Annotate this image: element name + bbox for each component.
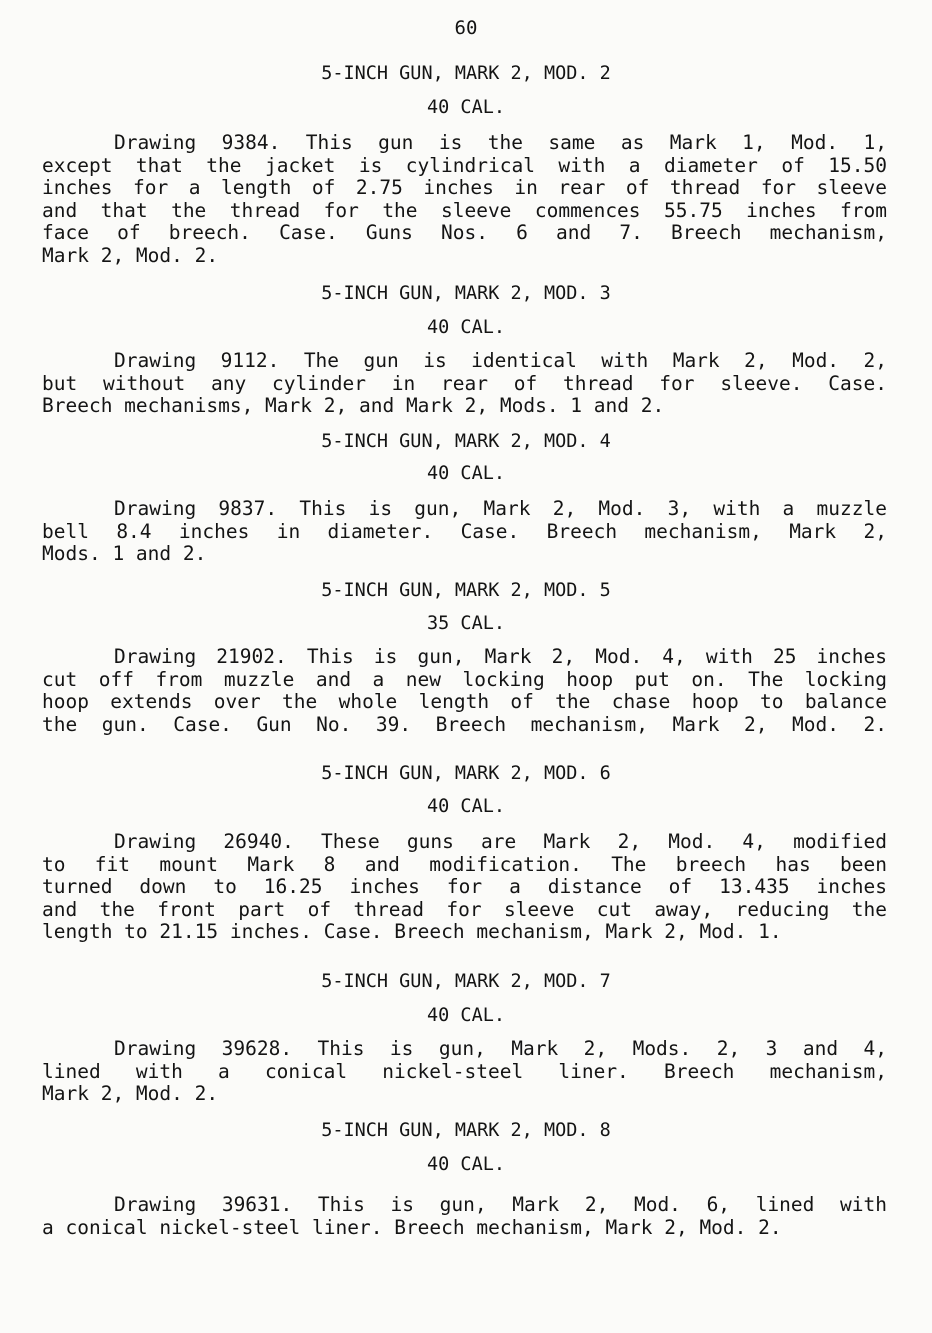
- paragraph-line: but without any cylinder in rear of thread for sleeve. Case.: [42, 371, 887, 395]
- section-paragraph: [42, 646, 887, 736]
- section-paragraph: [42, 350, 887, 418]
- paragraph-line: Mods. 1 and 2.: [42, 542, 207, 566]
- section-caliber: 40 CAL.: [427, 97, 505, 118]
- section-caliber: 40 CAL.: [427, 463, 505, 484]
- paragraph-line: turned down to 16.25 inches for a distance of 13.435 inches: [42, 875, 887, 899]
- paragraph-line: hoop extends over the whole length of the chase hoop to balance: [42, 690, 887, 714]
- paragraph-line: bell 8.4 inches in diameter. Case. Breech mechanism, Mark 2,: [42, 519, 887, 543]
- section-paragraph: [42, 132, 887, 268]
- paragraph-line: and the front part of thread for sleeve cut away, reducing the: [42, 897, 887, 921]
- page-number: 60: [454, 17, 478, 39]
- paragraph-line: Drawing 21902. This is gun, Mark 2, Mod. 4, with 25 inches: [114, 645, 887, 668]
- section-paragraph: [42, 831, 887, 944]
- paragraph-line: Drawing 26940. These guns are Mark 2, Mod. 4, modified: [114, 830, 887, 853]
- paragraph-line: and that the thread for the sleeve commences 55.75 inches from: [42, 198, 887, 222]
- paragraph-line: Drawing 9112. The gun is identical with Mark 2, Mod. 2,: [114, 349, 887, 372]
- section-caliber: 40 CAL.: [427, 1154, 505, 1175]
- section-caliber: 35 CAL.: [427, 613, 505, 634]
- section-title: 5-INCH GUN, MARK 2, MOD. 4: [321, 431, 611, 452]
- paragraph-line: Mark 2, Mod. 2.: [42, 243, 219, 267]
- section-title: 5-INCH GUN, MARK 2, MOD. 8: [321, 1120, 611, 1141]
- section-caliber: 40 CAL.: [427, 796, 505, 817]
- paragraph-line: the gun. Case. Gun No. 39. Breech mechanism, Mark 2, Mod. 2.: [42, 712, 887, 736]
- paragraph-line: Drawing 9384. This gun is the same as Mark 1, Mod. 1,: [114, 131, 887, 154]
- paragraph-line: Mark 2, Mod. 2.: [42, 1082, 219, 1106]
- section-title: 5-INCH GUN, MARK 2, MOD. 5: [321, 580, 611, 601]
- section-title: 5-INCH GUN, MARK 2, MOD. 2: [321, 63, 611, 84]
- paragraph-line: to fit mount Mark 8 and modification. The breech has been: [42, 852, 887, 876]
- paragraph-line: lined with a conical nickel-steel liner. Breech mechanism,: [42, 1059, 887, 1083]
- paragraph-line: face of breech. Case. Guns Nos. 6 and 7. Breech mechanism,: [42, 221, 887, 245]
- section-paragraph: [42, 1194, 887, 1239]
- paragraph-line: Breech mechanisms, Mark 2, and Mark 2, Mods. 1 and 2.: [42, 394, 665, 418]
- section-paragraph: [42, 1038, 887, 1106]
- paragraph-line: except that the jacket is cylindrical with a diameter of 15.50: [42, 153, 887, 177]
- section-caliber: 40 CAL.: [427, 1005, 505, 1026]
- paragraph-line: length to 21.15 inches. Case. Breech mechanism, Mark 2, Mod. 1.: [42, 920, 782, 944]
- section-title: 5-INCH GUN, MARK 2, MOD. 6: [321, 763, 611, 784]
- paragraph-line: inches for a length of 2.75 inches in rear of thread for sleeve: [42, 176, 887, 200]
- section-title: 5-INCH GUN, MARK 2, MOD. 7: [321, 971, 611, 992]
- section-paragraph: [42, 498, 887, 566]
- section-title: 5-INCH GUN, MARK 2, MOD. 3: [321, 283, 611, 304]
- paragraph-line: a conical nickel-steel liner. Breech mechanism, Mark 2, Mod. 2.: [42, 1215, 782, 1239]
- paragraph-line: Drawing 9837. This is gun, Mark 2, Mod. 3, with a muzzle: [114, 497, 887, 520]
- paragraph-line: Drawing 39631. This is gun, Mark 2, Mod. 6, lined with: [114, 1193, 887, 1216]
- paragraph-line: Drawing 39628. This is gun, Mark 2, Mods. 2, 3 and 4,: [114, 1037, 887, 1060]
- section-caliber: 40 CAL.: [427, 317, 505, 338]
- paragraph-line: cut off from muzzle and a new locking hoop put on. The locking: [42, 667, 887, 691]
